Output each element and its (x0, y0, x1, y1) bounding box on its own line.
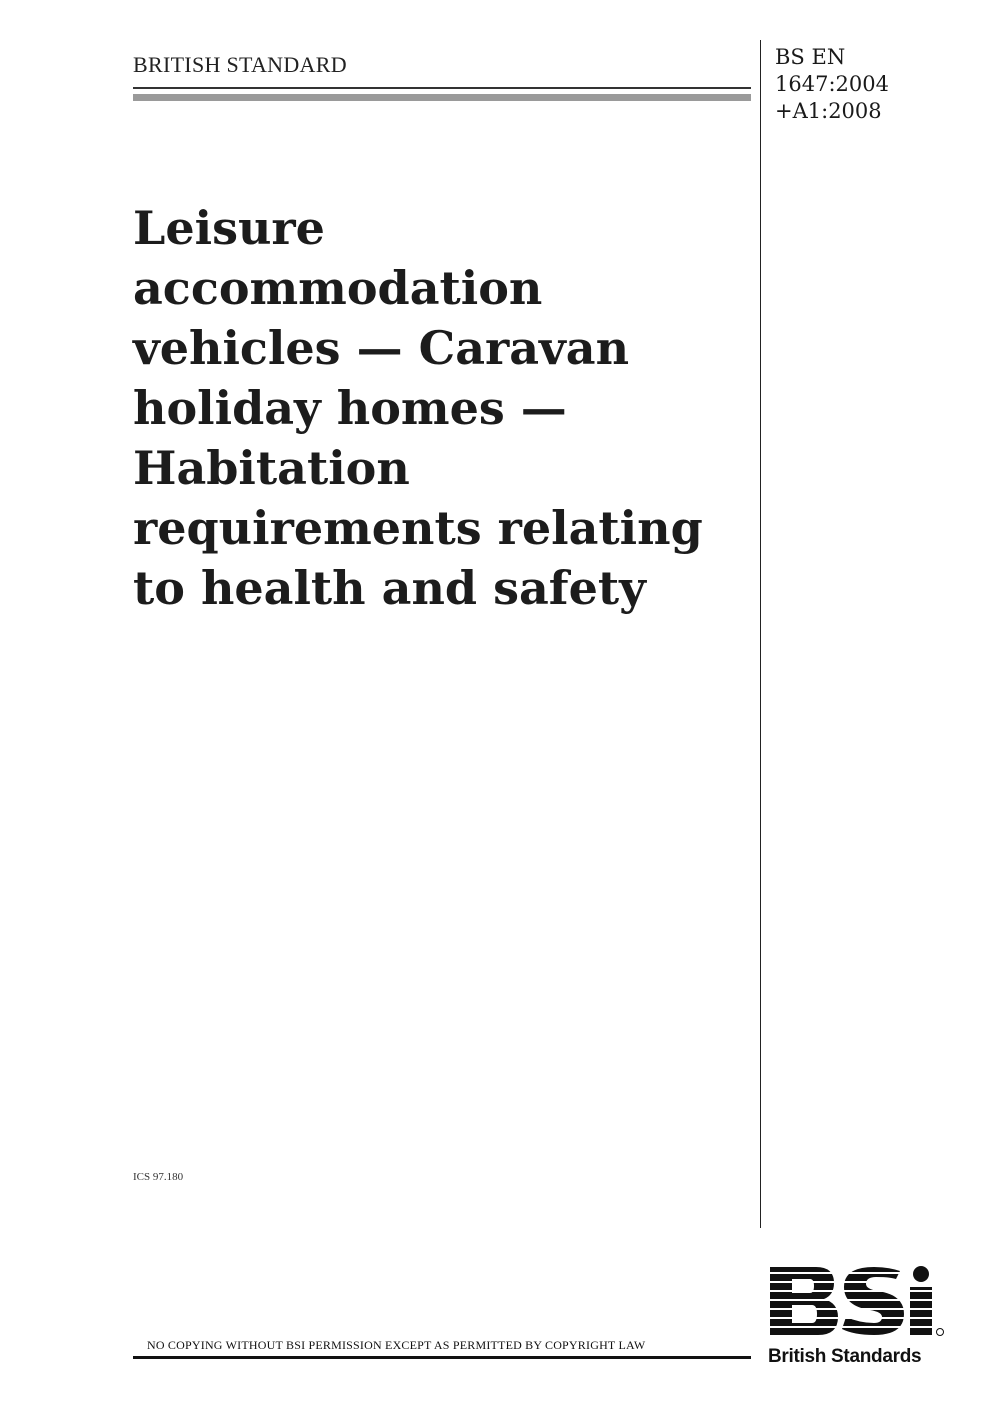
header-rule-thick (133, 94, 751, 101)
title-line: to health and safety (133, 561, 646, 615)
footer-rule (133, 1356, 751, 1359)
title-line: Habitation (133, 441, 410, 495)
standard-number (775, 44, 889, 125)
header-rule-thin (133, 87, 751, 89)
copyright-notice: NO COPYING WITHOUT BSI PERMISSION EXCEPT AS PERMITTED BY COPYRIGHT LAW (147, 1338, 646, 1352)
vertical-divider (760, 40, 761, 1228)
title-line: accommodation (133, 261, 543, 315)
title-line: vehicles — Caravan (133, 321, 630, 375)
ics-code: ICS 97.180 (133, 1171, 184, 1183)
standard-number-line-2: 1647:2004 (775, 72, 889, 96)
standard-number-line-1: BS EN (775, 45, 846, 69)
standard-number-line-3: +A1:2008 (775, 99, 882, 123)
title-line: requirements relating (133, 501, 703, 555)
title-line: Leisure (133, 201, 325, 255)
title-line: holiday homes — (133, 381, 567, 435)
document-type-label: BRITISH STANDARD (133, 52, 347, 77)
document-title (133, 198, 753, 618)
logo-subtitle: British Standards (768, 1346, 922, 1367)
